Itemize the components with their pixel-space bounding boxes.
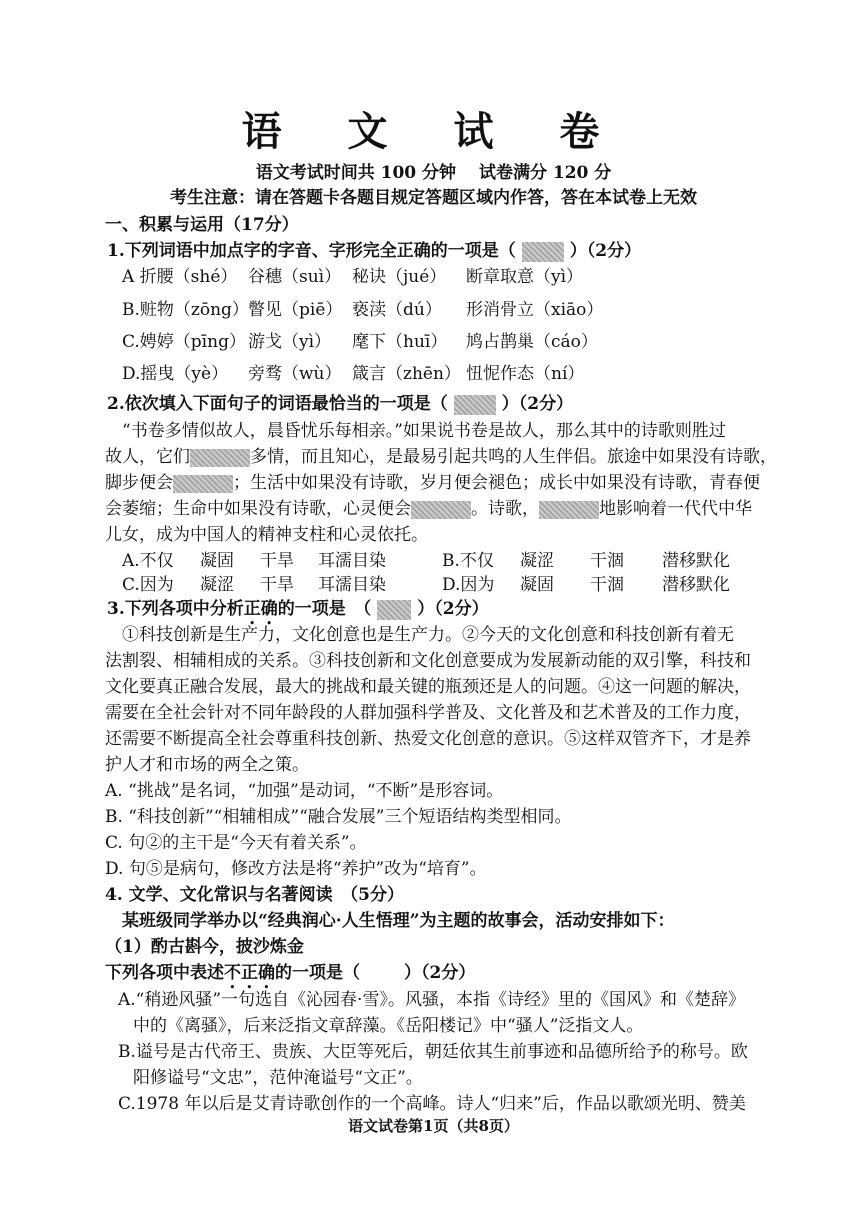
- passage-line: 法割裂、相辅相成的关系。③科技创新和文化创意要成为发展新动能的双引擎，科技和: [105, 651, 751, 671]
- q1-option-d-word2: 旁骛（wù）: [248, 364, 342, 384]
- q2-option-a-3: 干旱: [260, 551, 294, 571]
- q4-option-b-line2: 阳修谥号“文忠”，范仲淹谥号“文正”。: [133, 1068, 423, 1088]
- exam-info: 语文考试时间共 100 分钟 试卷满分 120 分: [255, 163, 612, 183]
- redacted-answer: [454, 395, 496, 415]
- redacted-answer: [377, 600, 411, 620]
- q3-option-a: A. “挑战”是名词，“加强”是动词，“不断”是形容词。: [105, 781, 504, 801]
- q4-option-a-line2: 中的《离骚》，后来泛指文章辞藻。《岳阳楼记》中“骚人”泛指文人。: [133, 1016, 644, 1036]
- passage-text: ；生活中如果没有诗歌，岁月便会褪色；成长中如果没有诗歌，青春便: [233, 473, 760, 493]
- passage-line: 文化要真正融合发展，最大的挑战和最关键的瓶颈还是人的问题。④这一问题的解决，: [105, 677, 751, 697]
- section-heading: 一、积累与运用（17分）: [105, 215, 299, 235]
- q1-option-d-word3: 箴言（zhēn）: [352, 364, 461, 384]
- question-1-score: ）（2分）: [569, 241, 642, 261]
- q2-option-b-2: 凝涩: [520, 551, 554, 571]
- q1-option-c-word1: C.娉婷（pīng）: [122, 332, 246, 352]
- question-4-score: ）（2分）: [404, 963, 476, 983]
- q1-option-d-word1: D.摇曳（yè）: [122, 364, 229, 384]
- q3-option-d: D. 句⑤是病句，修改方法是将“养护”改为“培育”。: [105, 859, 487, 879]
- q2-option-c-1: C.因为: [122, 575, 174, 595]
- q1-option-c-word2: 游戈（yì）: [248, 332, 332, 352]
- subsection-heading: （1）酌古斟今，披沙炼金: [105, 937, 304, 957]
- emphasis-word: 正确: [243, 599, 278, 619]
- q2-option-b-4: 潜移默化: [662, 551, 730, 571]
- question-4-heading: 4. 文学、文化常识与名著阅读 （5分）: [105, 885, 404, 905]
- q2-option-c-2: 凝涩: [200, 575, 234, 595]
- q1-option-a-word4: 断章取意（yì）: [466, 267, 584, 287]
- q1-option-c-word4: 鸠占鹊巢（cáo）: [466, 332, 598, 352]
- passage-text: 地影响着一代代中华: [599, 499, 752, 519]
- q1-option-d-word4: 忸怩作态（ní）: [466, 364, 585, 384]
- passage-text: 多情，而且知心，是最易引起共鸣的人生伴侣。旅途中如果没有诗歌，: [250, 447, 777, 467]
- passage-line: “书卷多情似故人，晨昏忧乐每相亲。”如果说书卷是故人，那么其中的诗歌则胜过: [122, 421, 726, 441]
- q3-option-b: B. “科技创新”“相辅相成”“融合发展”三个短语结构类型相同。: [105, 807, 572, 827]
- question-3-text: 3.下列各项中分析: [107, 599, 244, 619]
- q2-option-d-4: 潜移默化: [662, 575, 730, 595]
- redacted-blank: [539, 501, 599, 519]
- question-4-intro: 某班级同学举办以“经典润心·人生悟理”为主题的故事会，活动安排如下：: [122, 911, 675, 931]
- question-2-stem: [107, 389, 573, 415]
- redacted-answer: [522, 242, 564, 262]
- q1-option-a-word3: 秘诀（jué）: [352, 267, 447, 287]
- q1-option-b-word3: 亵渎（dú）: [352, 300, 442, 320]
- q1-option-a-word2: 谷穗（suì）: [248, 267, 342, 287]
- redacted-blank: [411, 501, 471, 519]
- exam-notice: 考生注意：请在答题卡各题目规定答题区域内作答，答在本试卷上无效: [170, 188, 697, 208]
- question-4-text: 的一项是（: [275, 963, 360, 983]
- q1-option-c-word3: 麾下（huī）: [352, 332, 448, 352]
- passage-line: 儿女，成为中国人的精神支柱和心灵依托。: [105, 525, 428, 545]
- q2-option-c-3: 干旱: [260, 575, 294, 595]
- question-3-text: 的一项是 （: [277, 599, 372, 619]
- passage-text: 会萎缩；生命中如果没有诗歌，心灵便会: [105, 499, 411, 519]
- emphasis-word: 不正确: [224, 963, 275, 983]
- question-1-stem: [107, 236, 641, 262]
- passage-line: [105, 468, 760, 493]
- question-2-score: ）（2分）: [501, 394, 574, 414]
- passage-line: 护人才和市场的两全之策。: [105, 755, 309, 775]
- q2-option-d-2: 凝固: [520, 575, 554, 595]
- q2-option-d-1: D.因为: [442, 575, 495, 595]
- q1-option-b-word1: B.赃物（zōng）: [122, 300, 249, 320]
- passage-text: 。诗歌，: [471, 499, 539, 519]
- redacted-blank: [173, 475, 233, 493]
- q2-option-b-3: 干涸: [590, 551, 624, 571]
- page-title: 语 文 试 卷: [241, 108, 626, 155]
- passage-line: [105, 494, 752, 519]
- q2-option-a-2: 凝固: [200, 551, 234, 571]
- passage-line: [105, 442, 777, 467]
- q2-option-a-4: 耳濡目染: [318, 551, 386, 571]
- q1-option-a-word1: A 折腰（shé）: [122, 267, 238, 287]
- q4-option-c-line1: C.1978 年以后是艾青诗歌创作的一个高峰。诗人“归来”后，作品以歌颂光明、赞美: [118, 1094, 746, 1114]
- passage-line: ①科技创新是生产力，文化创意也是生产力。②今天的文化创意和科技创新有着无: [122, 625, 734, 645]
- question-4-text: 下列各项中表述: [105, 963, 224, 983]
- question-3-score: ）（2分）: [417, 599, 489, 619]
- page-footer: 语文试卷第1页（共8页）: [348, 1117, 519, 1135]
- passage-line: 还需要不断提高全社会尊重科技创新、热爱文化创意的意识。⑤这样双管齐下，才是养: [105, 729, 751, 749]
- q2-option-b-1: B.不仅: [442, 551, 494, 571]
- question-2-text: 2.依次填入下面句子的词语最恰当的一项是（: [107, 394, 448, 414]
- q2-option-a-1: A.不仅: [122, 551, 174, 571]
- q4-option-a-line1: A.“稍逊风骚”一句选自《沁园春·雪》。风骚，本指《诗经》里的《国风》和《楚辞》: [118, 990, 745, 1010]
- passage-line: 需要在全社会针对不同年龄段的人群加强科学普及、文化普及和艺术普及的工作力度，: [105, 703, 751, 723]
- question-1-text: 1.下列词语中加点字的字音、字形完全正确的一项是（: [107, 241, 516, 261]
- passage-text: 脚步便会: [105, 473, 173, 493]
- q1-option-b-word4: 形消骨立（xiāo）: [466, 300, 604, 320]
- q2-option-c-4: 耳濡目染: [318, 575, 386, 595]
- q1-option-b-word2: 瞥见（piē）: [248, 300, 343, 320]
- q2-option-d-3: 干涸: [590, 575, 624, 595]
- q4-option-b-line1: B.谥号是古代帝王、贵族、大臣等死后，朝廷依其生前事迹和品德所给予的称号。欧: [118, 1042, 748, 1062]
- q3-option-c: C. 句②的主干是“今天有着关系”。: [105, 833, 367, 853]
- redacted-blank: [190, 449, 250, 467]
- passage-text: 故人，它们: [105, 447, 190, 467]
